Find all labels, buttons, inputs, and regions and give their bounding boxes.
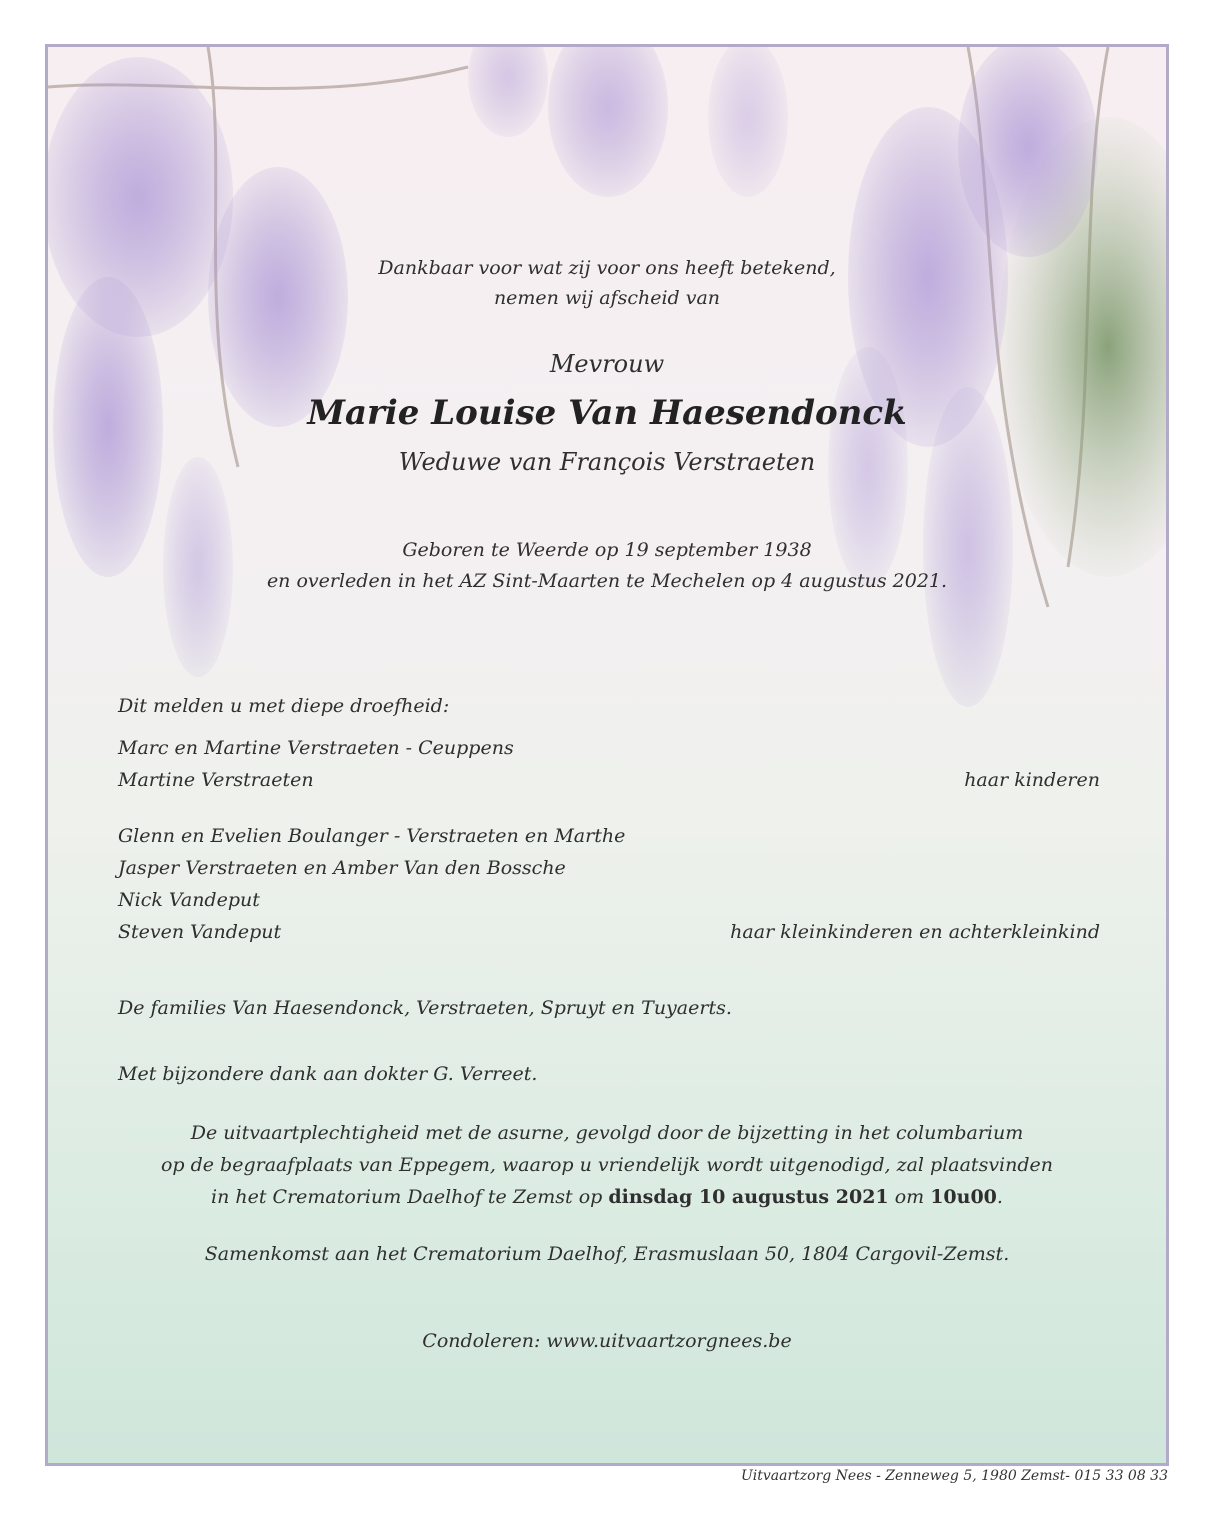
thanks-line: Met bijzondere dank aan dokter G. Verreet.	[118, 1063, 538, 1085]
grandchild-4: Steven Vandeput	[118, 921, 282, 943]
death-line: en overleden in het AZ Sint-Maarten te Mechelen op 4 augustus 2021.	[266, 570, 948, 592]
grandchild-3: Nick Vandeput	[118, 889, 260, 911]
salutation: Mevrouw	[549, 350, 665, 378]
ceremony-om: om	[894, 1186, 925, 1208]
ceremony-line-1: De uitvaartplechtigheid met de asurne, gevolgd door de bijzetting in het columbarium	[190, 1122, 1024, 1144]
intro-line-2: nemen wij afscheid van	[493, 287, 721, 309]
ceremony-line-3-prefix: in het Crematorium Daelhof te Zemst op	[211, 1186, 603, 1208]
widow-of: Weduwe van François Verstraeten	[398, 448, 816, 476]
gathering-line: Samenkomst aan het Crematorium Daelhof, Erasmuslaan 50, 1804 Cargovil-Zemst.	[204, 1243, 1010, 1265]
grandchild-2: Jasper Verstraeten en Amber Van den Bossche	[118, 857, 566, 879]
birth-line: Geboren te Weerde op 19 september 1938	[402, 539, 812, 561]
funeral-home-footer: Uitvaartzorg Nees - Zenneweg 5, 1980 Zemst- 015 33 08 33	[740, 1468, 1168, 1484]
intro-line-1: Dankbaar voor wat zij voor ons heeft betekend,	[378, 257, 836, 279]
ceremony-date: dinsdag 10 augustus 2021	[608, 1186, 889, 1208]
families-line: De families Van Haesendonck, Verstraeten, Spruyt en Tuyaerts.	[118, 997, 732, 1019]
deceased-name: Marie Louise Van Haesendonck	[307, 393, 907, 433]
condolences-link[interactable]: Condoleren: www.uitvaartzorgnees.be	[422, 1330, 792, 1352]
ceremony-time: 10u00	[930, 1186, 997, 1208]
obituary-card	[45, 44, 1169, 1466]
children-label: haar kinderen	[964, 769, 1100, 791]
ceremony-line-2: op de begraafplaats van Eppegem, waarop u vriendelijk wordt uitgenodigd, zal plaatsvinden	[160, 1154, 1054, 1176]
grandchildren-label: haar kleinkinderen en achterkleinkind	[730, 921, 1100, 943]
ceremony-end: .	[996, 1186, 1003, 1208]
grandchild-1: Glenn en Evelien Boulanger - Verstraeten en Marthe	[118, 825, 626, 847]
child-1: Marc en Martine Verstraeten - Ceuppens	[118, 737, 514, 759]
child-2: Martine Verstraeten	[118, 769, 314, 791]
mourners-heading: Dit melden u met diepe droefheid:	[118, 695, 450, 717]
ceremony-line-3	[48, 1186, 1166, 1208]
